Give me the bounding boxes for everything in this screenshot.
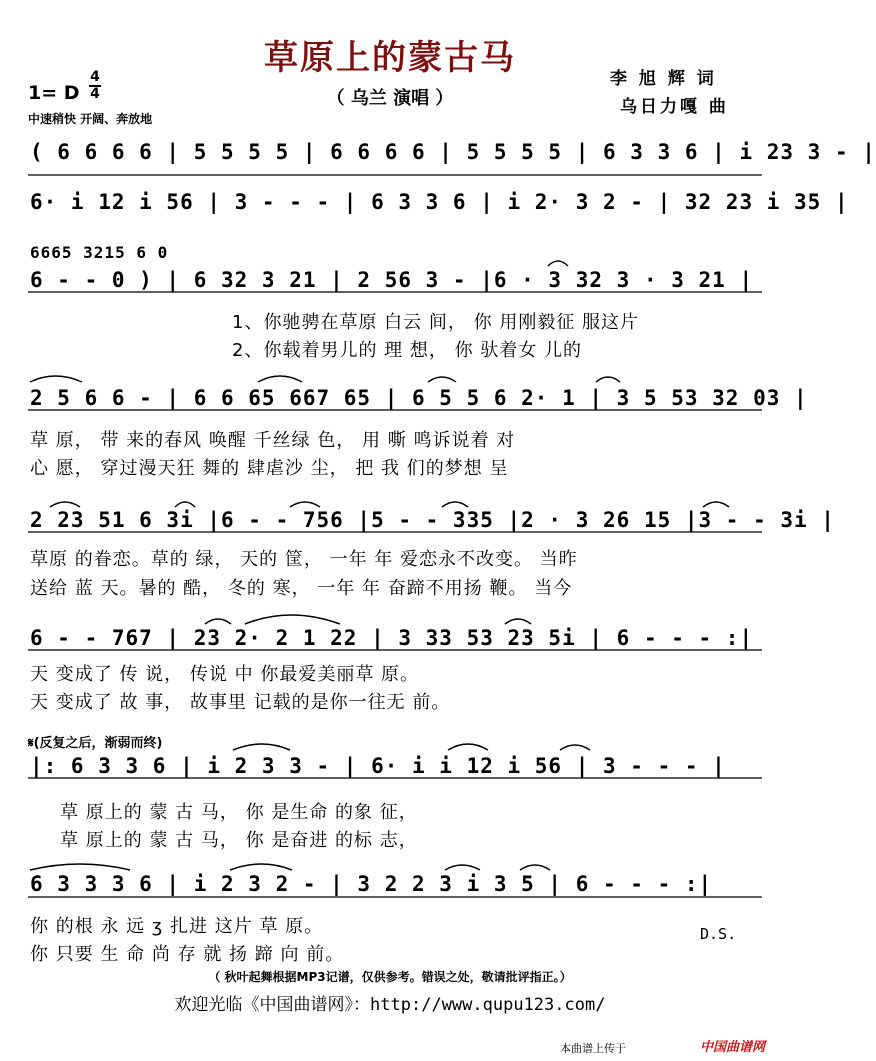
uploaded-label: 本曲谱上传于 [560, 1042, 626, 1055]
system-5-notes: 2 23 51 6 3i |6 - - 756 |5 - - 335 |2 · 3 26 15 |3 - - 3i | [30, 508, 835, 532]
system-7-lyric-verse-1: 草 原上的 蒙 古 马， 你 是生命 的象 征， [60, 802, 418, 823]
system-3-upper-voice: 6665 3215 6 0 [30, 243, 169, 262]
repeat-instruction: 𝄋(反复之后，渐弱而终) [28, 736, 163, 751]
tempo-marking: 中速稍快 开阔、奔放地 [28, 112, 153, 126]
composer-credit: 乌日力嘎 曲 [620, 97, 729, 117]
system-7-lyric-verse-2: 草 原上的 蒙 古 马， 你 是奋进 的标 志， [60, 830, 418, 851]
system-8-lyric-verse-1: 你 的根 永 远 ʒ 扎进 这片 草 原。 [30, 916, 324, 937]
system-4-notes: 2 5 6 6 - | 6 6 65 667 65 | 6 5 5 6 2· 1 | 3 5 53 32 03 | [30, 386, 808, 410]
lyricist-credit: 李 旭 辉 词 [610, 69, 717, 89]
system-6-notes: 6 - - 767 | 23 2· 2 1 22 | 3 33 53 23 5i | 6 - - - :| [30, 626, 754, 650]
time-bottom: 4 [90, 86, 100, 102]
system-8-notes: 6 3 3 3 6 | i 2 3 2 - | 3 2 2 3 i 3 5 | 6 - - - :| [30, 872, 713, 896]
transcriber-note: （ 秋叶起舞根据MP3记谱，仅供参考。错误之处，敬请批评指正。） [208, 970, 572, 984]
key-signature: 1= D [28, 82, 80, 104]
system-3-lyric-verse-2: 2、你载着男儿的 理 想， 你 驮着女 儿的 [232, 340, 583, 361]
system-2-notes: 6· i 12 i 56 | 3 - - - | 6 3 3 6 | i 2· 3 2 - | 32 23 i 35 | [30, 190, 849, 214]
time-signature [88, 70, 102, 102]
site-logo: 中国曲谱网 [700, 1040, 766, 1055]
time-top: 4 [90, 69, 100, 85]
system-8-lyric-verse-2: 你 只要 生 命 尚 存 就 扬 蹄 向 前。 [30, 944, 345, 965]
system-5-lyric-verse-2: 送给 蓝 天。暑的 酷， 冬的 寒， 一年 年 奋蹄不用扬 鞭。 当今 [30, 578, 573, 599]
song-title: 草原上的蒙古马 [264, 38, 516, 78]
system-4-lyric-verse-2: 心 愿， 穿过漫天狂 舞的 肆虐沙 尘， 把 我 们的梦想 呈 [30, 458, 509, 479]
system-6-lyric-verse-1: 天 变成了 传 说， 传说 中 你最爱美丽草 原。 [30, 664, 420, 685]
site-welcome-link[interactable]: 欢迎光临《中国曲谱网》：http://www.qupu123.com/ [174, 995, 606, 1015]
system-1-notes: ( 6 6 6 6 | 5 5 5 5 | 6 6 6 6 | 5 5 5 5 | 6 3 3 6 | i 23 3 - | [30, 140, 876, 164]
singer-credit: （ 乌兰 演唱 ） [326, 88, 454, 109]
system-3-notes: 6 - - 0 ) | 6 32 3 21 | 2 56 3 - |6 · 3 32 3 · 3 21 | [30, 268, 754, 292]
system-6-lyric-verse-2: 天 变成了 故 事， 故事里 记载的是你一往无 前。 [30, 692, 451, 713]
system-4-lyric-verse-1: 草 原， 带 来的春风 唤醒 千丝绿 色， 用 嘶 鸣诉说着 对 [30, 430, 516, 451]
system-5-lyric-verse-1: 草原 的眷恋。草的 绿， 天的 筐， 一年 年 爱恋永不改变。 当昨 [30, 549, 578, 570]
system-3-lyric-verse-1: 1、你驰骋在草原 白云 间， 你 用刚毅征 服这片 [232, 312, 640, 333]
dal-segno-marking: D.S. [700, 925, 737, 943]
system-7-notes: |: 6 3 3 6 | i 2 3 3 - | 6· i i 12 i 56 | 3 - - - | [30, 754, 726, 778]
